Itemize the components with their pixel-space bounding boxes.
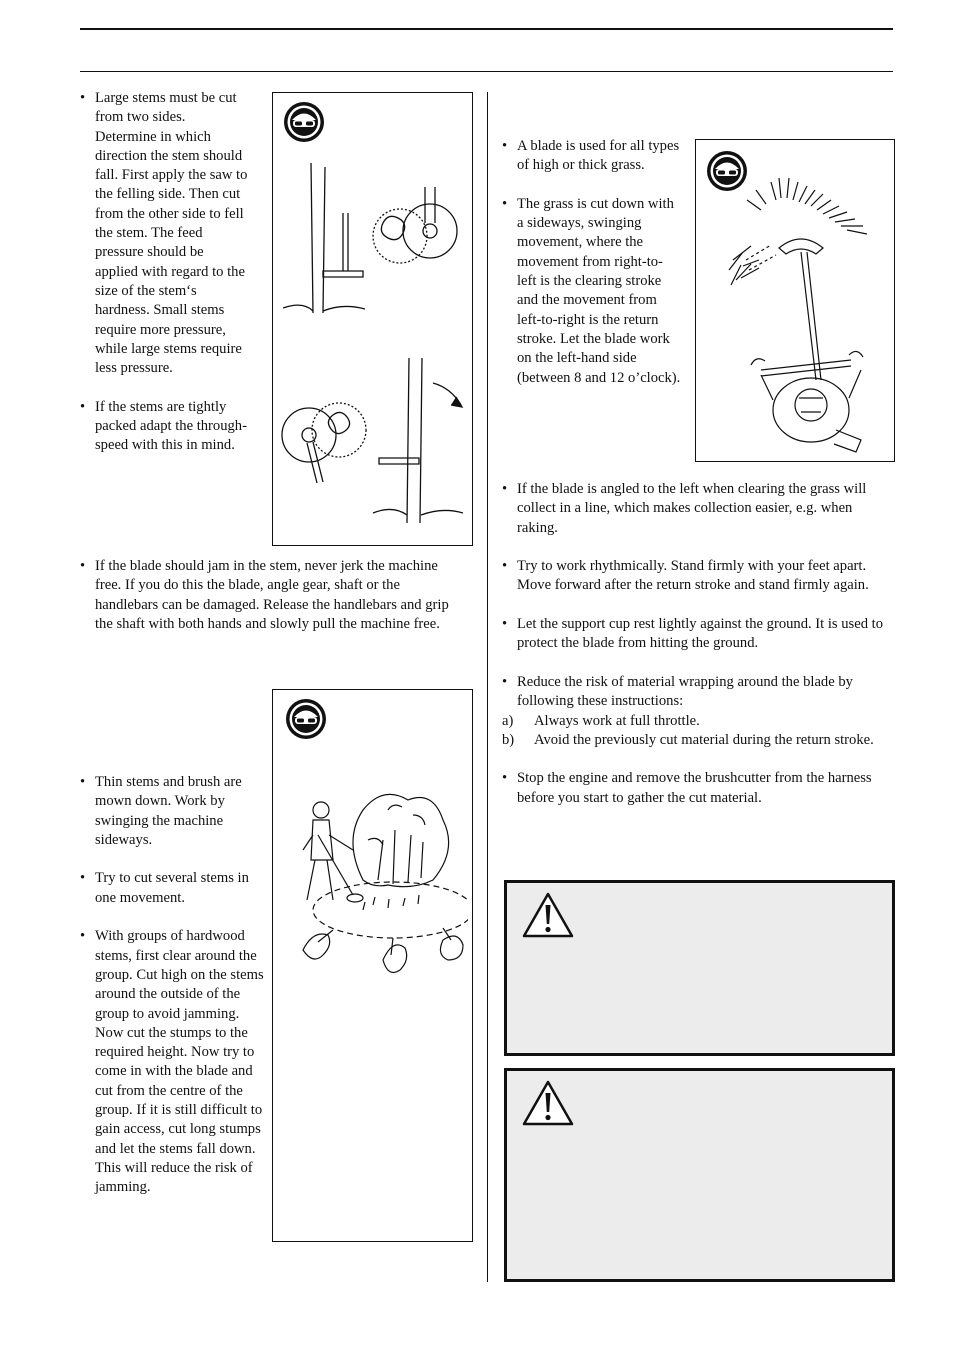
list-item: • With groups of hardwood stems, first clear around the group. Cut high on the stems around the outside of the group to avoid jamming. Now cut the stumps to the required height. Now try to come in with the blade and cut from the centre of the group. If it is still difficult to gain access, cut long stumps and let the stems fall down. This will reduce the risk of jamming.: [80, 927, 265, 1197]
grass-cutting-illustration: [721, 170, 891, 455]
header-rule-bottom: [80, 71, 893, 72]
felling-illustration-box: [272, 92, 473, 546]
list-item: • A blade is used for all types of high or thick grass.: [502, 137, 682, 176]
brush-bullet-list: [80, 773, 265, 1217]
list-item: • Large stems must be cut from two sides. Determine in which direction the stem should fall. First apply the saw to the felling side. Then cut from the other side to fell the stem. The feed pressure should be applied with regard to the size of the stem‘s hardness. Small stems require more pressure, while large stems require less pressure.: [80, 89, 248, 378]
column-divider: [487, 92, 488, 1282]
felling-bullet-list: [80, 89, 248, 475]
jam-bullet-list: [80, 557, 460, 653]
wrap-step-b-key: b): [502, 731, 515, 748]
helmet-goggles-icon: [283, 101, 325, 143]
warning-box-2: [504, 1068, 895, 1282]
warning-triangle-icon: [521, 891, 575, 939]
warning-box-1: [504, 880, 895, 1056]
wrap-intro: • Reduce the risk of material wrapping around the blade by following these instructions:: [517, 673, 853, 710]
helmet-goggles-icon: [285, 698, 327, 740]
list-item: • Thin stems and brush are mown down. Work by swinging the machine sideways.: [80, 773, 265, 850]
grass-tips-list: [502, 480, 892, 827]
list-item: • If the blade should jam in the stem, never jerk the machine free. If you do this the blade, angle gear, shaft or the handlebars can be damaged. Release the handlebars and grip the shaft with both hands and slowly pull the machine free.: [80, 557, 460, 634]
grass-illustration-box: [695, 139, 895, 462]
list-item: • If the blade is angled to the left when clearing the grass will collect in a line, which makes collection easier, e.g. when raking.: [502, 480, 892, 538]
list-item: • Try to cut several stems in one movement.: [80, 869, 265, 908]
wrap-step-a-text: Always work at full throttle.: [534, 712, 700, 729]
list-item: • Stop the engine and remove the brushcutter from the harness before you start to gather the cut material.: [502, 769, 892, 808]
wrap-step-b: [502, 731, 892, 750]
list-item: • The grass is cut down with a sideways, swinging movement, where the movement from right-to-left is the clearing stroke and the movement from left-to-right is the return stroke. Let the blade work on the left-hand side (between 8 and 12 o’clock).: [502, 195, 682, 388]
list-item: • If the stems are tightly packed adapt the through-speed with this in mind.: [80, 398, 248, 456]
wrap-step-a-key: a): [502, 712, 514, 729]
header-rule-top: [80, 28, 893, 30]
warning-triangle-icon: [521, 1079, 575, 1127]
list-item: • Try to work rhythmically. Stand firmly with your feet apart. Move forward after the return stroke and stand firmly again.: [502, 557, 892, 596]
grass-bullet-list: [502, 137, 682, 407]
list-item: [502, 673, 892, 750]
felling-cut-illustration: [273, 153, 472, 543]
brush-clearing-illustration: [293, 780, 468, 1005]
wrap-step-b-text: Avoid the previously cut material during the return stroke.: [534, 731, 874, 748]
list-item: • Let the support cup rest lightly against the ground. It is used to protect the blade from hitting the ground.: [502, 615, 892, 654]
brush-illustration-box: [272, 689, 473, 1242]
wrap-step-a: [502, 712, 892, 731]
